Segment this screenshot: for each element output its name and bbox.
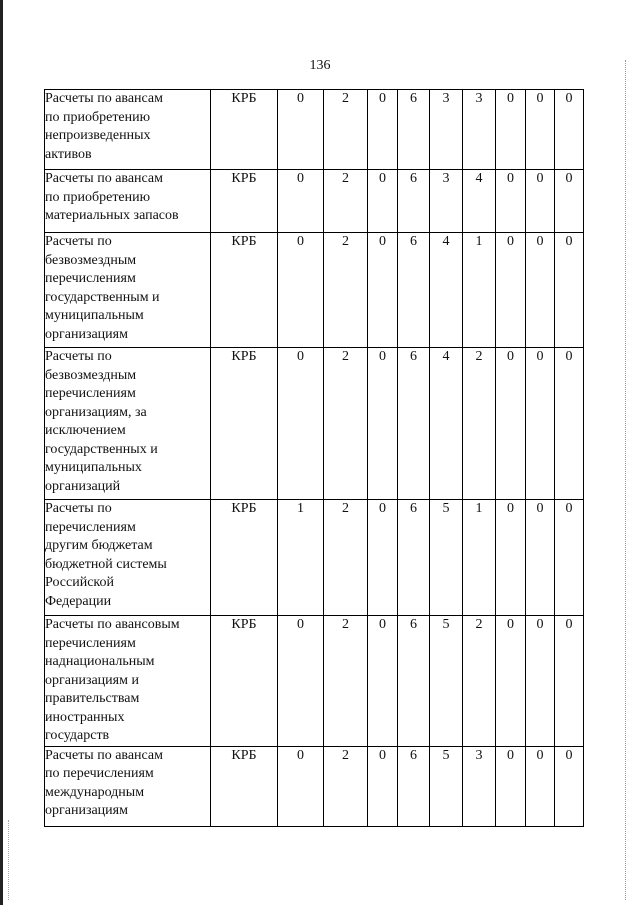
digit-cell: 0 bbox=[368, 233, 398, 348]
digit-cell: 6 bbox=[398, 90, 430, 170]
digit-cell: 2 bbox=[463, 348, 496, 500]
digit-cell: 0 bbox=[526, 746, 555, 826]
code-cell: КРБ bbox=[211, 746, 278, 826]
account-name-line: организациям bbox=[45, 326, 128, 342]
digit-cell: 5 bbox=[430, 616, 463, 747]
digit-cell: 0 bbox=[496, 233, 526, 348]
scan-dots-left bbox=[8, 820, 10, 900]
code-cell: КРБ bbox=[211, 170, 278, 233]
digit-cell: 3 bbox=[430, 90, 463, 170]
digit-cell: 6 bbox=[398, 616, 430, 747]
account-name-line: перечислениям bbox=[45, 386, 136, 401]
account-name-line: государственным и bbox=[45, 289, 160, 305]
table-row bbox=[45, 746, 584, 826]
table-row bbox=[45, 170, 584, 233]
digit-cell: 0 bbox=[526, 170, 555, 233]
digit-cell: 2 bbox=[324, 616, 368, 747]
digit-cell: 0 bbox=[368, 170, 398, 233]
digit-cell: 6 bbox=[398, 348, 430, 500]
digit-cell: 1 bbox=[463, 500, 496, 616]
account-name-line: организациям и bbox=[45, 672, 139, 688]
digit-cell: 3 bbox=[463, 90, 496, 170]
digit-cell: 0 bbox=[278, 170, 324, 233]
digit-cell: 0 bbox=[278, 616, 324, 747]
account-name-line: организациям bbox=[45, 803, 128, 818]
account-name-cell bbox=[45, 348, 211, 500]
account-name-line: государств bbox=[45, 728, 110, 743]
digit-cell: 0 bbox=[368, 616, 398, 747]
account-name-line: иностранных bbox=[45, 709, 125, 725]
code-cell: КРБ bbox=[211, 348, 278, 500]
digit-cell: 2 bbox=[463, 616, 496, 747]
digit-cell: 0 bbox=[526, 348, 555, 500]
account-name-line: по приобретению bbox=[45, 189, 151, 205]
digit-cell: 0 bbox=[526, 233, 555, 348]
table-row bbox=[45, 616, 584, 747]
account-name-line: Расчеты по bbox=[45, 349, 112, 364]
code-cell: КРБ bbox=[211, 500, 278, 616]
digit-cell: 0 bbox=[368, 90, 398, 170]
digit-cell: 2 bbox=[324, 348, 368, 500]
digit-cell: 4 bbox=[463, 170, 496, 233]
digit-cell: 5 bbox=[430, 746, 463, 826]
digit-cell: 0 bbox=[496, 90, 526, 170]
account-name-line: безвозмездным bbox=[45, 252, 137, 268]
digit-cell: 0 bbox=[368, 348, 398, 500]
account-name-line: по перечислениям bbox=[45, 766, 154, 781]
account-name-line: непроизведенных bbox=[45, 128, 151, 143]
page-number: 136 bbox=[309, 58, 331, 73]
digit-cell: 2 bbox=[324, 233, 368, 348]
account-name-line: государственных и bbox=[45, 441, 158, 457]
account-name-line: Российской bbox=[45, 575, 114, 590]
table-body bbox=[45, 90, 584, 827]
digit-cell: 0 bbox=[555, 746, 584, 826]
digit-cell: 2 bbox=[324, 746, 368, 826]
table-row bbox=[45, 90, 584, 170]
accounts-table bbox=[44, 89, 584, 827]
digit-cell: 0 bbox=[496, 500, 526, 616]
account-name-line: Расчеты по bbox=[45, 234, 112, 249]
account-name-line: Расчеты по авансам bbox=[45, 171, 164, 186]
table-row bbox=[45, 500, 584, 616]
digit-cell: 2 bbox=[324, 170, 368, 233]
digit-cell: 0 bbox=[496, 616, 526, 747]
account-name-line: муниципальных bbox=[45, 460, 142, 475]
account-name-line: Федерации bbox=[45, 593, 112, 609]
account-name-line: материальных запасов bbox=[45, 208, 179, 223]
account-name-line: Расчеты по авансам bbox=[45, 91, 164, 106]
account-name-line: активов bbox=[45, 146, 92, 162]
digit-cell: 0 bbox=[526, 500, 555, 616]
account-name-line: муниципальным bbox=[45, 308, 144, 323]
account-name-line: Расчеты по bbox=[45, 501, 112, 516]
digit-cell: 0 bbox=[555, 500, 584, 616]
table-row bbox=[45, 233, 584, 348]
digit-cell: 0 bbox=[368, 500, 398, 616]
code-cell: КРБ bbox=[211, 233, 278, 348]
account-name-line: другим бюджетам bbox=[45, 538, 153, 553]
digit-cell: 0 bbox=[278, 233, 324, 348]
account-name-cell bbox=[45, 233, 211, 348]
digit-cell: 6 bbox=[398, 233, 430, 348]
digit-cell: 6 bbox=[398, 746, 430, 826]
account-name-line: перечислениям bbox=[45, 271, 136, 286]
account-name-line: по приобретению bbox=[45, 109, 151, 125]
digit-cell: 4 bbox=[430, 233, 463, 348]
account-name-line: Расчеты по авансовым bbox=[45, 617, 180, 632]
digit-cell: 0 bbox=[368, 746, 398, 826]
account-name-cell bbox=[45, 90, 211, 170]
code-cell: КРБ bbox=[211, 90, 278, 170]
digit-cell: 2 bbox=[324, 500, 368, 616]
table-row bbox=[45, 348, 584, 500]
account-name-line: перечислениям bbox=[45, 519, 136, 535]
digit-cell: 0 bbox=[496, 746, 526, 826]
scan-dots-right bbox=[625, 60, 627, 900]
account-name-line: безвозмездным bbox=[45, 367, 137, 383]
account-name-line: организациям, за bbox=[45, 404, 147, 420]
account-name-line: бюджетной системы bbox=[45, 556, 167, 572]
digit-cell: 3 bbox=[430, 170, 463, 233]
account-name-cell bbox=[45, 500, 211, 616]
digit-cell: 6 bbox=[398, 170, 430, 233]
digit-cell: 0 bbox=[555, 170, 584, 233]
account-name-line: наднациональным bbox=[45, 654, 155, 669]
digit-cell: 0 bbox=[278, 348, 324, 500]
digit-cell: 0 bbox=[278, 746, 324, 826]
digit-cell: 5 bbox=[430, 500, 463, 616]
digit-cell: 4 bbox=[430, 348, 463, 500]
digit-cell: 0 bbox=[555, 348, 584, 500]
digit-cell: 3 bbox=[463, 746, 496, 826]
digit-cell: 0 bbox=[555, 616, 584, 747]
account-name-line: перечислениям bbox=[45, 635, 136, 651]
code-cell: КРБ bbox=[211, 616, 278, 747]
digit-cell: 0 bbox=[526, 90, 555, 170]
account-name-line: исключением bbox=[45, 423, 126, 438]
digit-cell: 0 bbox=[555, 90, 584, 170]
account-name-line: организаций bbox=[45, 478, 121, 494]
digit-cell: 0 bbox=[278, 90, 324, 170]
account-name-cell bbox=[45, 746, 211, 826]
digit-cell: 2 bbox=[324, 90, 368, 170]
digit-cell: 1 bbox=[463, 233, 496, 348]
digit-cell: 0 bbox=[496, 170, 526, 233]
digit-cell: 6 bbox=[398, 500, 430, 616]
digit-cell: 0 bbox=[496, 348, 526, 500]
account-name-cell bbox=[45, 616, 211, 747]
account-name-line: международным bbox=[45, 784, 145, 800]
digit-cell: 1 bbox=[278, 500, 324, 616]
account-name-line: Расчеты по авансам bbox=[45, 747, 164, 763]
scan-edge-left bbox=[0, 0, 3, 905]
digit-cell: 0 bbox=[555, 233, 584, 348]
account-name-line: правительствам bbox=[45, 691, 140, 706]
account-name-cell bbox=[45, 170, 211, 233]
digit-cell: 0 bbox=[526, 616, 555, 747]
